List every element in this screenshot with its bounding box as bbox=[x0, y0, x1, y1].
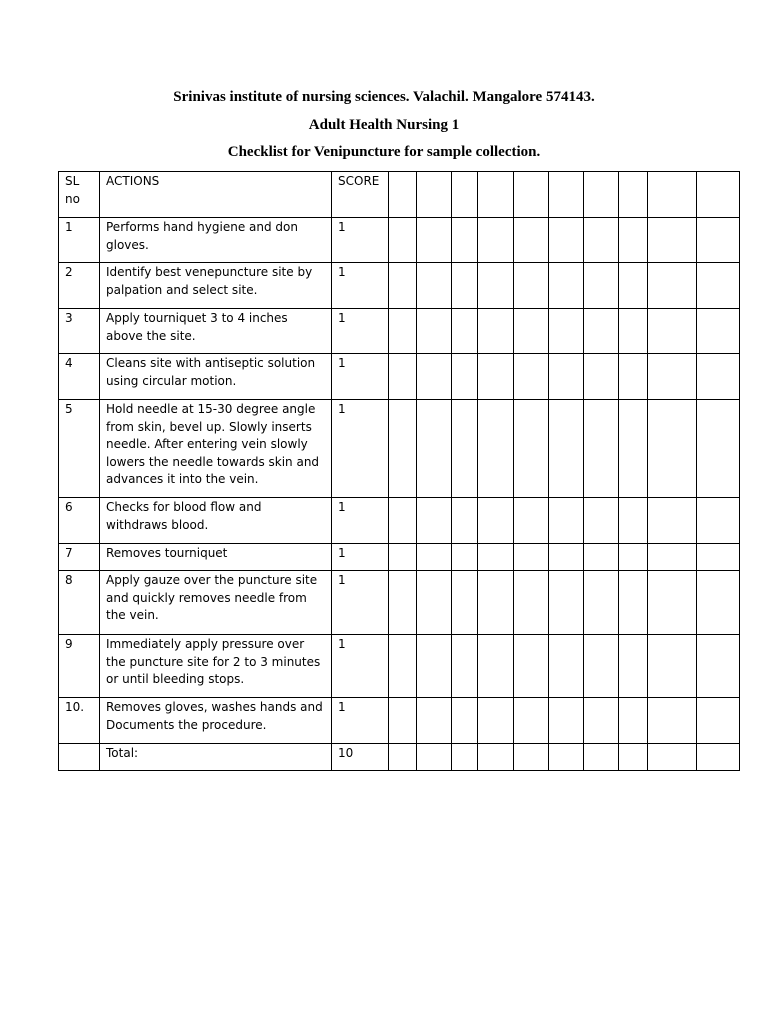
blank-score-cell bbox=[697, 263, 740, 309]
blank-score-cell bbox=[619, 400, 648, 498]
blank-column-header bbox=[417, 172, 452, 218]
row-sl-number: 9 bbox=[59, 635, 100, 698]
row-sl-number: 5 bbox=[59, 400, 100, 498]
blank-score-cell bbox=[478, 498, 514, 544]
row-action: Identify best venepuncture site by palpation and select site. bbox=[100, 263, 332, 309]
row-score: 1 bbox=[332, 354, 389, 400]
blank-score-cell bbox=[648, 354, 697, 400]
blank-score-cell bbox=[584, 698, 619, 744]
blank-score-cell bbox=[389, 544, 417, 571]
blank-score-cell bbox=[697, 744, 740, 771]
blank-score-cell bbox=[549, 544, 584, 571]
blank-score-cell bbox=[478, 544, 514, 571]
blank-score-cell bbox=[648, 698, 697, 744]
table-row bbox=[59, 354, 740, 400]
blank-score-cell bbox=[584, 218, 619, 263]
blank-score-cell bbox=[697, 698, 740, 744]
blank-score-cell bbox=[619, 354, 648, 400]
blank-score-cell bbox=[619, 309, 648, 354]
blank-score-cell bbox=[478, 571, 514, 635]
row-sl-number: 3 bbox=[59, 309, 100, 354]
blank-column-header bbox=[549, 172, 584, 218]
blank-score-cell bbox=[478, 309, 514, 354]
blank-score-cell bbox=[697, 544, 740, 571]
blank-score-cell bbox=[697, 498, 740, 544]
blank-score-cell bbox=[452, 635, 478, 698]
blank-score-cell bbox=[648, 635, 697, 698]
blank-score-cell bbox=[697, 218, 740, 263]
blank-score-cell bbox=[514, 218, 549, 263]
table-header-row bbox=[59, 172, 740, 218]
row-sl-number: 2 bbox=[59, 263, 100, 309]
blank-score-cell bbox=[417, 744, 452, 771]
blank-score-cell bbox=[648, 218, 697, 263]
table-row bbox=[59, 498, 740, 544]
row-sl-number: 6 bbox=[59, 498, 100, 544]
blank-score-cell bbox=[549, 698, 584, 744]
blank-score-cell bbox=[389, 498, 417, 544]
row-action: Removes tourniquet bbox=[100, 544, 332, 571]
blank-score-cell bbox=[389, 571, 417, 635]
row-score: 1 bbox=[332, 218, 389, 263]
blank-score-cell bbox=[452, 544, 478, 571]
row-action: Cleans site with antiseptic solution using circular motion. bbox=[100, 354, 332, 400]
blank-column-header bbox=[648, 172, 697, 218]
blank-column-header bbox=[452, 172, 478, 218]
blank-score-cell bbox=[619, 571, 648, 635]
blank-score-cell bbox=[648, 400, 697, 498]
blank-score-cell bbox=[648, 309, 697, 354]
blank-score-cell bbox=[514, 544, 549, 571]
blank-score-cell bbox=[619, 218, 648, 263]
table-row bbox=[59, 571, 740, 635]
blank-score-cell bbox=[417, 400, 452, 498]
blank-score-cell bbox=[549, 309, 584, 354]
blank-column-header bbox=[584, 172, 619, 218]
row-sl-number: 4 bbox=[59, 354, 100, 400]
blank-score-cell bbox=[389, 744, 417, 771]
blank-score-cell bbox=[584, 544, 619, 571]
blank-score-cell bbox=[648, 571, 697, 635]
blank-score-cell bbox=[584, 571, 619, 635]
blank-score-cell bbox=[648, 744, 697, 771]
blank-score-cell bbox=[697, 354, 740, 400]
blank-column-header bbox=[619, 172, 648, 218]
row-action: Immediately apply pressure over the puncture site for 2 to 3 minutes or until bleeding stops. bbox=[100, 635, 332, 698]
blank-score-cell bbox=[549, 400, 584, 498]
blank-score-cell bbox=[452, 218, 478, 263]
row-score: 1 bbox=[332, 635, 389, 698]
blank-score-cell bbox=[389, 400, 417, 498]
row-action: Performs hand hygiene and don gloves. bbox=[100, 218, 332, 263]
column-header-sl-no: SL no bbox=[59, 172, 100, 218]
row-sl-number: 8 bbox=[59, 571, 100, 635]
blank-score-cell bbox=[478, 354, 514, 400]
blank-score-cell bbox=[584, 354, 619, 400]
checklist-title: Checklist for Venipuncture for sample collection. bbox=[227, 144, 541, 160]
row-sl-number: 10. bbox=[59, 698, 100, 744]
checklist-table bbox=[58, 171, 740, 771]
blank-score-cell bbox=[417, 698, 452, 744]
blank-score-cell bbox=[514, 635, 549, 698]
blank-column-header bbox=[389, 172, 417, 218]
blank-score-cell bbox=[478, 744, 514, 771]
row-action: Checks for blood flow and withdraws blood. bbox=[100, 498, 332, 544]
blank-score-cell bbox=[549, 263, 584, 309]
blank-score-cell bbox=[417, 498, 452, 544]
total-row bbox=[59, 744, 740, 771]
total-sl-cell bbox=[59, 744, 100, 771]
blank-score-cell bbox=[549, 498, 584, 544]
blank-score-cell bbox=[478, 218, 514, 263]
blank-column-header bbox=[478, 172, 514, 218]
blank-score-cell bbox=[514, 498, 549, 544]
blank-score-cell bbox=[619, 698, 648, 744]
blank-score-cell bbox=[514, 698, 549, 744]
blank-score-cell bbox=[697, 571, 740, 635]
blank-score-cell bbox=[452, 309, 478, 354]
blank-score-cell bbox=[584, 309, 619, 354]
table-row bbox=[59, 263, 740, 309]
blank-score-cell bbox=[549, 744, 584, 771]
row-action: Removes gloves, washes hands and Documents the procedure. bbox=[100, 698, 332, 744]
blank-score-cell bbox=[584, 498, 619, 544]
blank-score-cell bbox=[514, 354, 549, 400]
table-row bbox=[59, 635, 740, 698]
row-score: 1 bbox=[332, 498, 389, 544]
blank-score-cell bbox=[417, 263, 452, 309]
column-header-actions: ACTIONS bbox=[100, 172, 332, 218]
blank-score-cell bbox=[619, 498, 648, 544]
blank-score-cell bbox=[389, 698, 417, 744]
blank-score-cell bbox=[697, 400, 740, 498]
blank-score-cell bbox=[417, 544, 452, 571]
blank-score-cell bbox=[584, 263, 619, 309]
row-sl-number: 7 bbox=[59, 544, 100, 571]
row-score: 1 bbox=[332, 400, 389, 498]
blank-score-cell bbox=[389, 635, 417, 698]
blank-score-cell bbox=[584, 744, 619, 771]
blank-score-cell bbox=[389, 354, 417, 400]
blank-column-header bbox=[697, 172, 740, 218]
blank-score-cell bbox=[452, 354, 478, 400]
blank-score-cell bbox=[697, 309, 740, 354]
table-row bbox=[59, 698, 740, 744]
blank-score-cell bbox=[549, 354, 584, 400]
blank-score-cell bbox=[648, 544, 697, 571]
total-label: Total: bbox=[100, 744, 332, 771]
row-action: Hold needle at 15-30 degree angle from skin, bevel up. Slowly inserts needle. After entering vein slowly lowers the needle towards skin and advances it into the vein. bbox=[100, 400, 332, 498]
course-title: Adult Health Nursing 1 bbox=[308, 117, 460, 133]
column-header-score: SCORE bbox=[332, 172, 389, 218]
blank-score-cell bbox=[417, 635, 452, 698]
blank-column-header bbox=[514, 172, 549, 218]
blank-score-cell bbox=[549, 635, 584, 698]
row-score: 1 bbox=[332, 309, 389, 354]
blank-score-cell bbox=[619, 263, 648, 309]
blank-score-cell bbox=[648, 263, 697, 309]
total-score: 10 bbox=[332, 744, 389, 771]
row-score: 1 bbox=[332, 263, 389, 309]
blank-score-cell bbox=[584, 635, 619, 698]
blank-score-cell bbox=[417, 571, 452, 635]
blank-score-cell bbox=[514, 400, 549, 498]
blank-score-cell bbox=[478, 400, 514, 498]
blank-score-cell bbox=[697, 635, 740, 698]
blank-score-cell bbox=[648, 498, 697, 544]
blank-score-cell bbox=[619, 744, 648, 771]
blank-score-cell bbox=[549, 571, 584, 635]
blank-score-cell bbox=[452, 744, 478, 771]
row-score: 1 bbox=[332, 544, 389, 571]
blank-score-cell bbox=[417, 218, 452, 263]
table-row bbox=[59, 218, 740, 263]
row-score: 1 bbox=[332, 698, 389, 744]
blank-score-cell bbox=[514, 309, 549, 354]
blank-score-cell bbox=[417, 354, 452, 400]
blank-score-cell bbox=[549, 218, 584, 263]
row-action: Apply gauze over the puncture site and quickly removes needle from the vein. bbox=[100, 571, 332, 635]
blank-score-cell bbox=[389, 309, 417, 354]
table-row bbox=[59, 309, 740, 354]
row-action: Apply tourniquet 3 to 4 inches above the site. bbox=[100, 309, 332, 354]
checklist-table-body bbox=[59, 172, 740, 771]
blank-score-cell bbox=[452, 698, 478, 744]
blank-score-cell bbox=[389, 218, 417, 263]
blank-score-cell bbox=[389, 263, 417, 309]
blank-score-cell bbox=[619, 635, 648, 698]
table-row bbox=[59, 400, 740, 498]
blank-score-cell bbox=[452, 498, 478, 544]
blank-score-cell bbox=[478, 263, 514, 309]
row-sl-number: 1 bbox=[59, 218, 100, 263]
row-score: 1 bbox=[332, 571, 389, 635]
blank-score-cell bbox=[478, 635, 514, 698]
blank-score-cell bbox=[619, 544, 648, 571]
blank-score-cell bbox=[514, 571, 549, 635]
blank-score-cell bbox=[514, 744, 549, 771]
blank-score-cell bbox=[452, 571, 478, 635]
blank-score-cell bbox=[417, 309, 452, 354]
blank-score-cell bbox=[514, 263, 549, 309]
blank-score-cell bbox=[452, 263, 478, 309]
blank-score-cell bbox=[584, 400, 619, 498]
blank-score-cell bbox=[478, 698, 514, 744]
blank-score-cell bbox=[452, 400, 478, 498]
institute-name: Srinivas institute of nursing sciences. Valachil. Mangalore 574143. bbox=[173, 89, 595, 105]
table-row bbox=[59, 544, 740, 571]
